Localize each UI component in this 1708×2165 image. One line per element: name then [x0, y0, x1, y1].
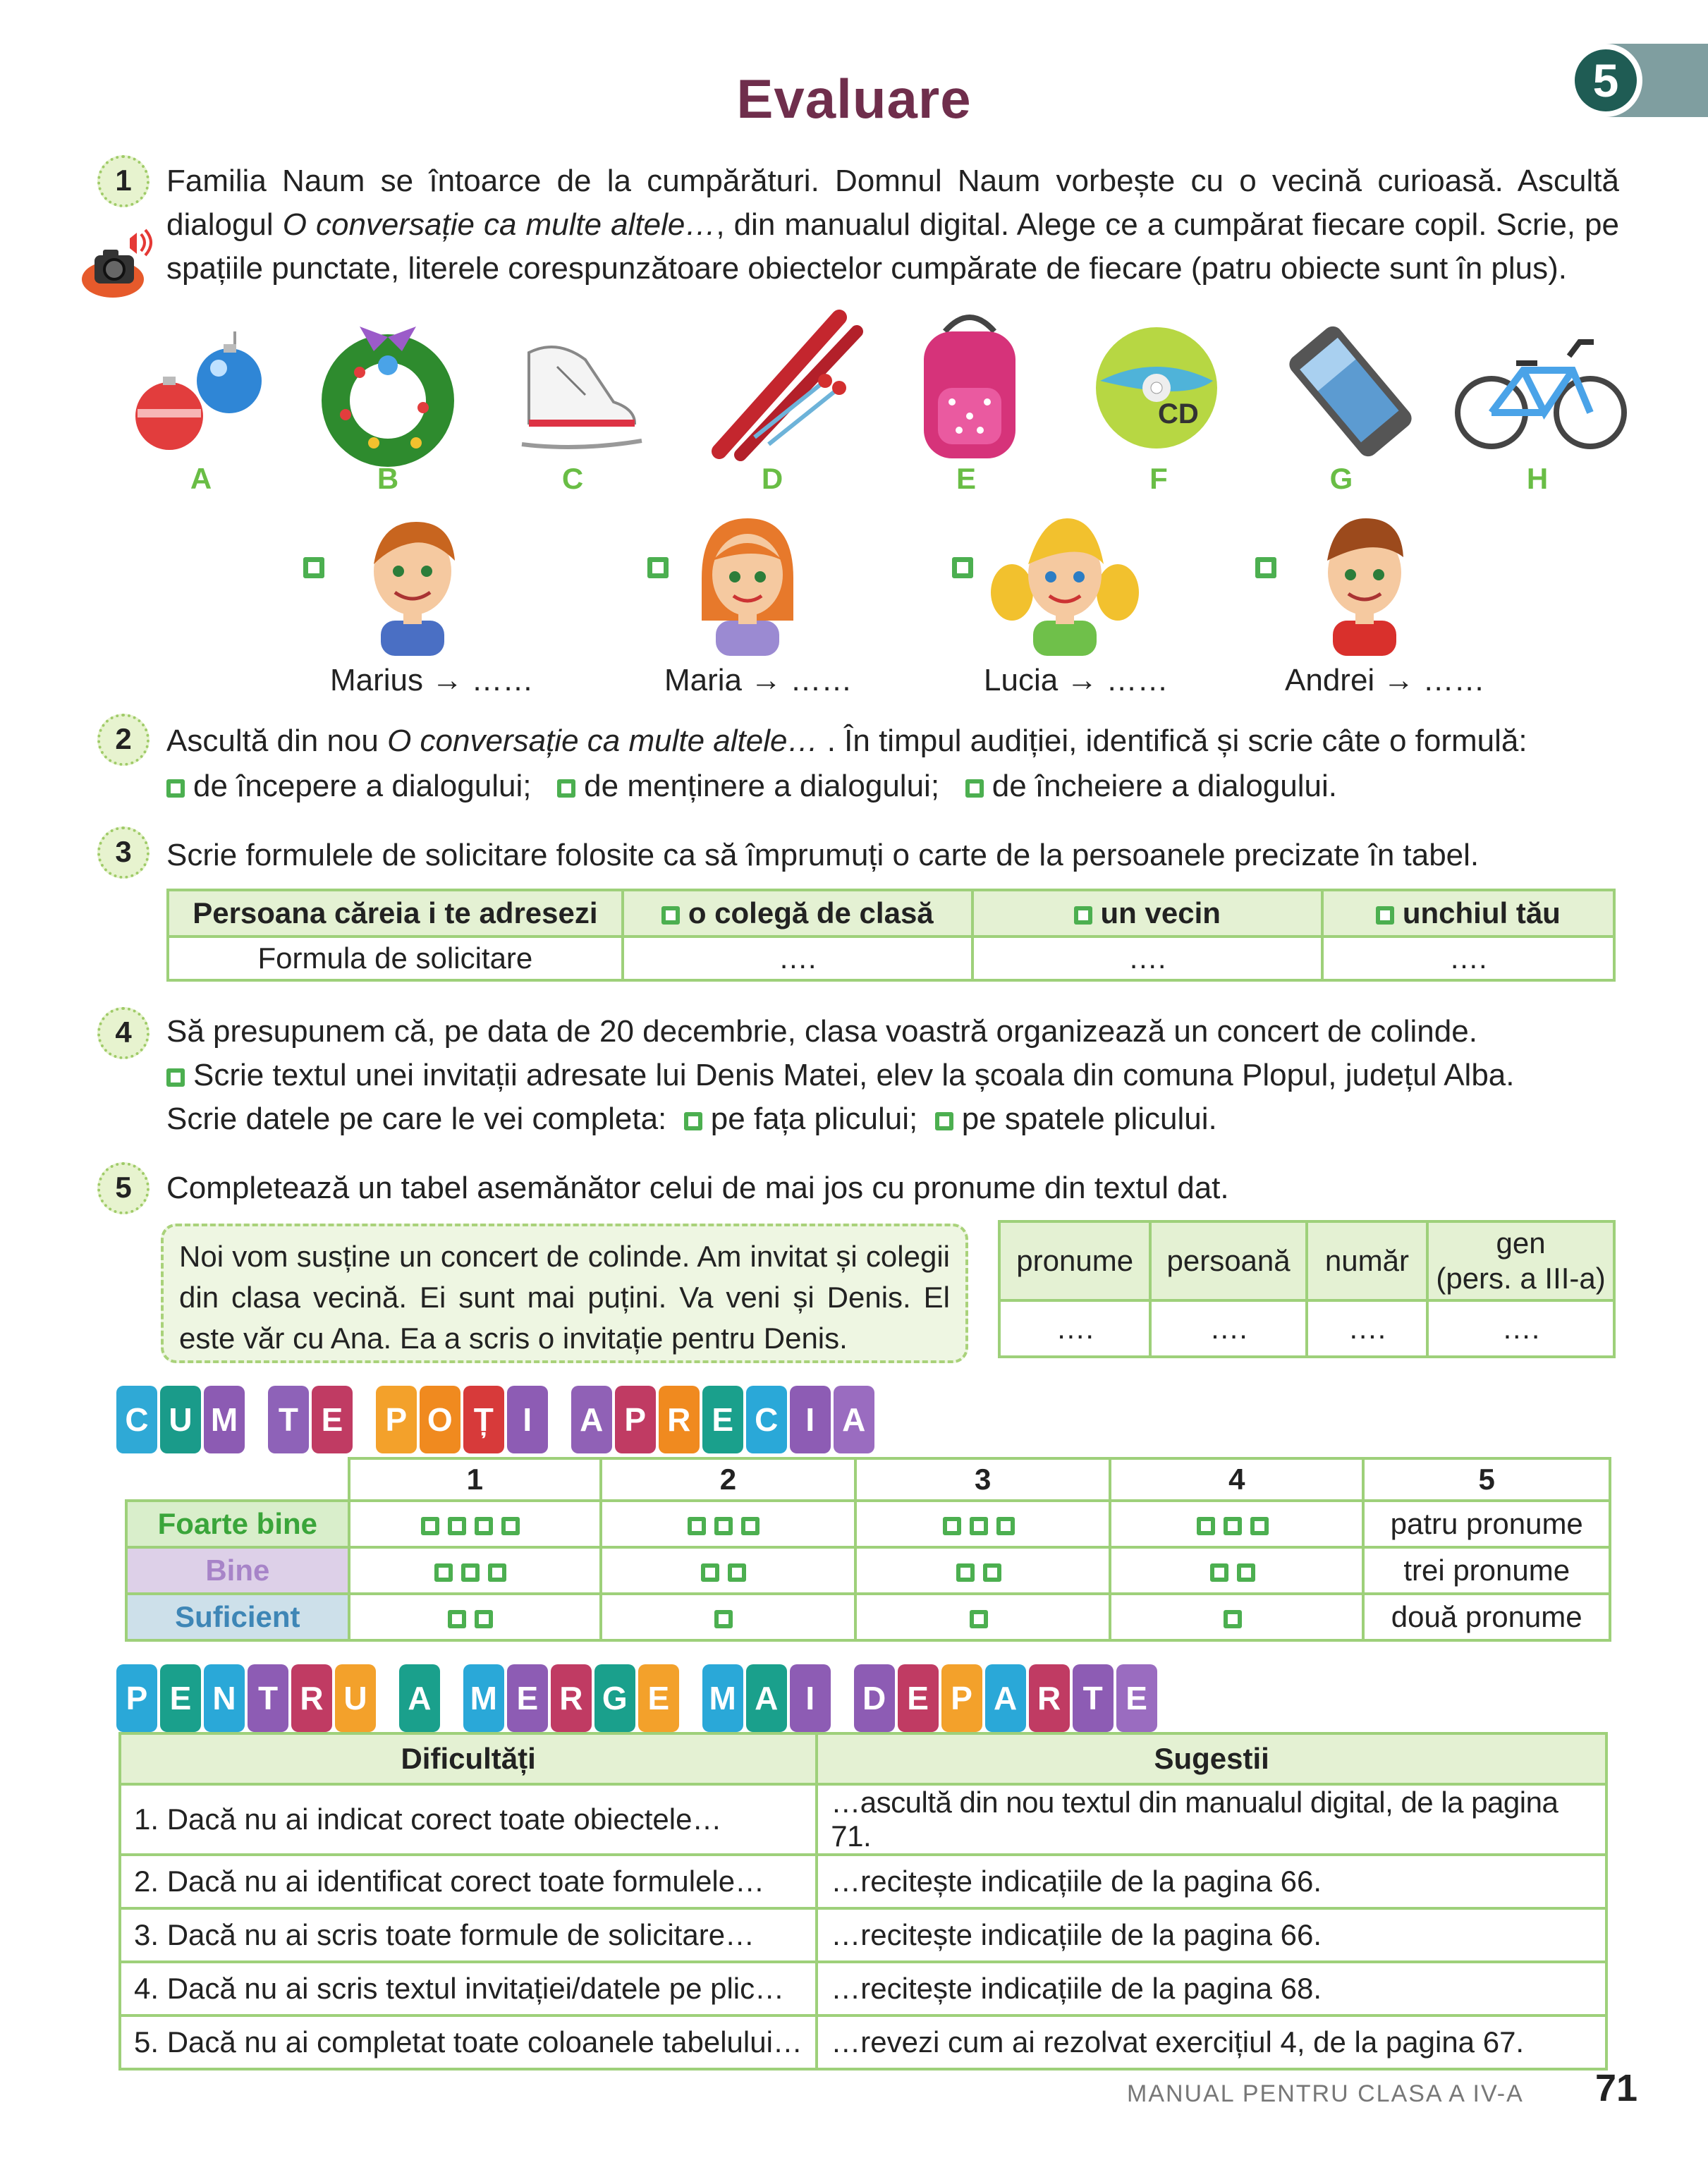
assessment-col: 4 — [1110, 1458, 1363, 1501]
page-title: Evaluare — [736, 68, 972, 130]
ex3-header-neighbor: un vecin — [972, 890, 1322, 937]
cd-icon — [1093, 324, 1220, 451]
difficulty-cell: 3. Dacă nu ai scris toate formule de solicitare… — [120, 1908, 817, 1962]
checkbox-icon — [1250, 1517, 1269, 1535]
suggestions-header: Sugestii — [817, 1733, 1606, 1784]
suggestion-cell: …recitește indicațiile de la pagina 66. — [817, 1855, 1606, 1908]
checkbox-icon — [956, 1563, 975, 1582]
checkbox-icon — [1224, 1610, 1242, 1628]
assessment-table — [125, 1457, 1611, 1642]
ex5-header-pronume: pronume — [999, 1221, 1150, 1300]
item-letter-e: E — [956, 462, 976, 495]
checkbox-icon — [701, 1563, 719, 1582]
assessment-col: 5 — [1363, 1458, 1610, 1501]
exercise-2-options: de începere a dialogului; de menținere a dialogului; de încheiere a dialogului. — [166, 764, 1647, 808]
checkbox-icon[interactable] — [1074, 906, 1092, 925]
check-group — [1110, 1547, 1363, 1594]
table-row — [120, 1962, 1606, 2015]
banner-tile: D — [854, 1664, 895, 1732]
banner-tile: P — [116, 1664, 157, 1732]
exercise-4-line2: Scrie textul unei invitații adresate lui Denis Matei, elev la școala din comuna Plopul, județul Alba. — [166, 1054, 1647, 1097]
skates-icon — [508, 339, 656, 465]
checkbox-marius[interactable] — [303, 557, 324, 578]
assessment-col: 3 — [855, 1458, 1110, 1501]
banner-tile: C — [116, 1386, 157, 1453]
banner-tile: E — [638, 1664, 679, 1732]
audio-camera-icon[interactable] — [79, 224, 157, 302]
checkbox-icon — [475, 1517, 493, 1535]
difficulties-header: Dificultăți — [120, 1733, 817, 1784]
item-letter-b: B — [377, 462, 399, 495]
difficulty-cell: 2. Dacă nu ai identificat corect toate formulele… — [120, 1855, 817, 1908]
check-group — [601, 1547, 855, 1594]
checkbox-icon — [1237, 1563, 1255, 1582]
wreath-icon — [317, 323, 462, 468]
level-label: Bine — [126, 1547, 349, 1594]
item-letter-h: H — [1526, 462, 1549, 495]
ex5-header-gen: gen (pers. a III-a) — [1427, 1221, 1614, 1300]
level-description: patru pronume — [1363, 1501, 1610, 1547]
item-letter-f: F — [1149, 462, 1168, 495]
chapter-number: 5 — [1569, 44, 1642, 117]
page-number: 71 — [1595, 2067, 1638, 2109]
table-row — [120, 2015, 1606, 2069]
boy-avatar-icon — [360, 515, 465, 656]
check-group — [349, 1594, 601, 1640]
checkbox-icon — [943, 1517, 961, 1535]
exercise-3-number: 3 — [97, 827, 150, 879]
exercise-5-number: 5 — [97, 1162, 150, 1214]
checkbox-icon — [1197, 1517, 1215, 1535]
exercise-5-text: Completează un tabel asemănător celui de mai jos cu pronume din textul dat. — [166, 1171, 1229, 1205]
assessment-col: 1 — [349, 1458, 601, 1501]
ornaments-icon — [130, 324, 272, 465]
banner-tile: T — [248, 1664, 288, 1732]
ex5-cell[interactable]: …. — [1427, 1300, 1614, 1357]
check-group — [855, 1594, 1110, 1640]
banner-tile: I — [790, 1664, 831, 1732]
checkbox-icon[interactable] — [684, 1112, 702, 1130]
banner-tile: C — [746, 1386, 787, 1453]
exercise-1-text: Familia Naum se întoarce de la cumpărături. Domnul Naum vorbește cu o vecină curioasă. Ascultă dialogul O conversație ca multe altele…, din manualul digital. Alege ce a cumpărat fiecare copil. Scrie, pe spațiile punctate, literele corespunzătoare obiectelor cumpărate de fiecare (patru obiecte sunt în plus). — [166, 164, 1620, 286]
ex5-header-numar: număr — [1307, 1221, 1427, 1300]
difficulty-cell: 5. Dacă nu ai completat toate coloanele tabelului… — [120, 2015, 817, 2069]
footer-label: MANUAL PENTRU CLASA A IV-A — [1127, 2080, 1524, 2107]
ex3-cell[interactable]: …. — [1322, 937, 1614, 980]
check-group — [855, 1501, 1110, 1547]
banner-tile: A — [571, 1386, 612, 1453]
check-group — [349, 1501, 601, 1547]
difficulties-table — [118, 1732, 1608, 2071]
checkbox-icon — [714, 1517, 733, 1535]
self-assessment-banner — [116, 1386, 866, 1463]
suggestion-cell: …revezi cum ai rezolvat exercițiul 4, de la pagina 67. — [817, 2015, 1606, 2069]
checkbox-icon[interactable] — [1376, 906, 1394, 925]
exercise-5-table — [998, 1220, 1616, 1358]
checkbox-icon — [461, 1563, 480, 1582]
checkbox-icon — [970, 1517, 988, 1535]
checkbox-icon[interactable] — [166, 779, 185, 798]
assessment-row-bine — [126, 1547, 1610, 1594]
banner-tile: E — [702, 1386, 743, 1453]
banner-tile: E — [898, 1664, 939, 1732]
banner-tile: Ț — [463, 1386, 504, 1453]
girl-pigtails-avatar-icon — [987, 515, 1142, 656]
assessment-row-foarte-bine — [126, 1501, 1610, 1547]
child-name-andrei: Andrei → …… — [1285, 663, 1485, 697]
exercise-3-text: Scrie formulele de solicitare folosite ca să împrumuți o carte de la persoanele precizate în tabel. — [166, 838, 1480, 872]
suggestion-cell: …ascultă din nou textul din manualul digital, de la pagina 71. — [817, 1784, 1606, 1855]
banner-tile: R — [659, 1386, 700, 1453]
banner-tile: E — [1116, 1664, 1157, 1732]
checkbox-icon — [421, 1517, 439, 1535]
assessment-col: 2 — [601, 1458, 855, 1501]
exercise-3-table — [166, 889, 1616, 982]
banner-tile: P — [615, 1386, 656, 1453]
boy-andrei-avatar-icon — [1312, 515, 1417, 656]
table-row — [120, 1855, 1606, 1908]
check-group — [855, 1547, 1110, 1594]
banner-tile: P — [376, 1386, 417, 1453]
banner-tile: A — [746, 1664, 787, 1732]
ex5-cell[interactable]: …. — [1307, 1300, 1427, 1357]
difficulty-cell: 1. Dacă nu ai indicat corect toate obiectele… — [120, 1784, 817, 1855]
checkbox-maria[interactable] — [647, 557, 669, 578]
ex3-cell[interactable]: …. — [972, 937, 1322, 980]
banner-tile: I — [790, 1386, 831, 1453]
checkbox-icon[interactable] — [935, 1112, 953, 1130]
checkbox-icon — [1210, 1563, 1228, 1582]
girl-avatar-icon — [691, 515, 804, 656]
checkbox-icon — [970, 1610, 988, 1628]
banner-tile: E — [312, 1386, 353, 1453]
banner-tile: E — [160, 1664, 201, 1732]
ex3-header-person: Persoana căreia i te adresezi — [168, 890, 623, 937]
banner-tile: G — [594, 1664, 635, 1732]
banner-tile: U — [335, 1664, 376, 1732]
banner-tile: R — [291, 1664, 332, 1732]
skis-icon — [705, 303, 867, 465]
exercise-2-text: Ascultă din nou O conversație ca multe altele… . În timpul audiției, identifică și scrie câte o formulă: — [166, 724, 1527, 758]
svg-text:CD: CD — [1158, 398, 1199, 429]
checkbox-icon — [1224, 1517, 1242, 1535]
level-description: trei pronume — [1363, 1547, 1610, 1594]
checkbox-icon — [688, 1517, 706, 1535]
item-letter-a: A — [190, 462, 212, 495]
checkbox-icon — [475, 1610, 493, 1628]
ex5-cell[interactable]: …. — [1150, 1300, 1306, 1357]
banner-tile: M — [702, 1664, 743, 1732]
ex5-cell[interactable]: …. — [999, 1300, 1150, 1357]
banner-tile: O — [420, 1386, 460, 1453]
child-name-marius: Marius → …… — [330, 663, 534, 697]
checkbox-icon — [728, 1563, 746, 1582]
checkbox-icon — [714, 1610, 733, 1628]
exercise-5-passage: Noi vom susține un concert de colinde. Am invitat și colegii din clasa vecină. Ei sunt mai puțini. Va veni și Denis. El este văr cu Ana. Ea a scris o invitație pentru Denis. — [161, 1224, 968, 1363]
ex3-header-colleague: o colegă de clasă — [623, 890, 972, 937]
banner-tile: A — [399, 1664, 440, 1732]
banner-tile: U — [160, 1386, 201, 1453]
banner-tile: T — [1073, 1664, 1114, 1732]
checkbox-icon[interactable] — [166, 1068, 185, 1087]
checkbox-icon[interactable] — [965, 779, 984, 798]
banner-tile: N — [204, 1664, 245, 1732]
banner-tile: P — [941, 1664, 982, 1732]
level-label: Suficient — [126, 1594, 349, 1640]
banner-tile: I — [507, 1386, 548, 1453]
level-label: Foarte bine — [126, 1501, 349, 1547]
suggestion-cell: …recitește indicațiile de la pagina 68. — [817, 1962, 1606, 2015]
difficulty-cell: 4. Dacă nu ai scris textul invitației/datele pe plic… — [120, 1962, 817, 2015]
check-group — [601, 1594, 855, 1640]
checkbox-andrei[interactable] — [1255, 557, 1276, 578]
checkbox-icon — [741, 1517, 760, 1535]
item-letter-g: G — [1329, 462, 1353, 495]
checkbox-icon — [448, 1517, 466, 1535]
bicycle-icon — [1453, 328, 1629, 455]
ex3-row-label: Formula de solicitare — [168, 937, 623, 980]
table-row — [120, 1908, 1606, 1962]
ex3-cell[interactable]: …. — [623, 937, 972, 980]
ex5-header-persoana: persoană — [1150, 1221, 1306, 1300]
phone-icon — [1276, 317, 1425, 465]
check-group — [601, 1501, 855, 1547]
backpack-icon — [910, 310, 1030, 465]
banner-tile: R — [1029, 1664, 1070, 1732]
assessment-corner — [126, 1458, 349, 1501]
ex3-header-uncle: unchiul tău — [1322, 890, 1614, 937]
checkbox-icon — [983, 1563, 1001, 1582]
check-group — [349, 1547, 601, 1594]
exercise-2-number: 2 — [97, 714, 150, 766]
checkbox-icon[interactable] — [557, 779, 575, 798]
exercise-4-number: 4 — [97, 1007, 150, 1059]
exercise-1-number: 1 — [97, 155, 150, 207]
banner-tile: M — [204, 1386, 245, 1453]
child-name-maria: Maria → …… — [664, 663, 853, 697]
checkbox-icon — [434, 1563, 453, 1582]
item-letter-c: C — [561, 462, 584, 495]
banner-tile: M — [463, 1664, 504, 1732]
level-description: două pronume — [1363, 1594, 1610, 1640]
child-name-lucia: Lucia → …… — [984, 663, 1169, 697]
checkbox-icon — [448, 1610, 466, 1628]
banner-tile: A — [985, 1664, 1026, 1732]
item-letter-d: D — [761, 462, 783, 495]
checkbox-icon[interactable] — [661, 906, 680, 925]
banner-tile: A — [834, 1386, 874, 1453]
banner-tile: T — [268, 1386, 309, 1453]
exercise-4-line1: Să presupunem că, pe data de 20 decembrie, clasa voastră organizează un concert de colinde. — [166, 1014, 1477, 1049]
going-further-banner — [116, 1664, 1147, 1742]
checkbox-icon — [488, 1563, 506, 1582]
assessment-row-suficient — [126, 1594, 1610, 1640]
banner-tile: R — [551, 1664, 592, 1732]
checkbox-lucia[interactable] — [952, 557, 973, 578]
check-group — [1110, 1594, 1363, 1640]
checkbox-icon — [996, 1517, 1015, 1535]
check-group — [1110, 1501, 1363, 1547]
suggestion-cell: …recitește indicațiile de la pagina 66. — [817, 1908, 1606, 1962]
exercise-4-line3: Scrie datele pe care le vei completa: pe fața plicului; pe spatele plicului. — [166, 1102, 1217, 1136]
checkbox-icon — [501, 1517, 520, 1535]
banner-tile: E — [507, 1664, 548, 1732]
table-row — [120, 1784, 1606, 1855]
